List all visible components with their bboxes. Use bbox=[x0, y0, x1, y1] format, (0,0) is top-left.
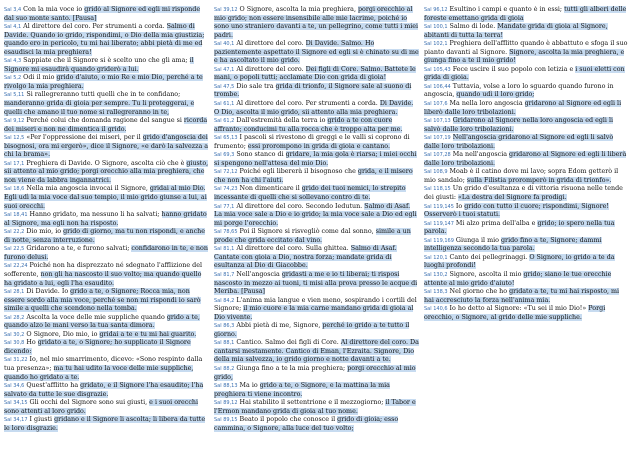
verse-entry bbox=[424, 100, 630, 117]
verse-text-highlighted: confidarono in te, e non furono delusi. bbox=[4, 245, 208, 261]
verse-entry bbox=[4, 117, 210, 134]
verse-reference-link[interactable]: Sal 4,1 bbox=[4, 24, 22, 31]
verse-entry bbox=[4, 382, 210, 399]
verse-entry bbox=[214, 168, 420, 185]
verse-reference-link[interactable]: Sal 107,13 bbox=[424, 118, 451, 125]
verse-text: L'anima mia langue e vien meno, sospirando i cortili del Signore; bbox=[214, 296, 417, 313]
verse-text-highlighted: i suoi eletti con grida di gioia. bbox=[424, 65, 625, 82]
verse-reference-link[interactable]: Sal 77,1 bbox=[214, 203, 235, 210]
verse-text-highlighted: grida, e il misero che non ha chi l'aiuti. bbox=[214, 168, 413, 184]
results-column-2 bbox=[214, 6, 420, 463]
verse-text-highlighted: gridato a te, o Signore; ho supplicato il Signore dicendo: bbox=[4, 339, 191, 355]
verse-reference-link[interactable]: Sal 88,1 bbox=[214, 340, 235, 347]
verse-reference-link[interactable]: Sal 118,15 bbox=[424, 186, 451, 193]
verse-entry bbox=[214, 416, 420, 433]
verse-text: Preghiera dell'afflitto quando è abbattuto e sfoga il suo pianto davanti al Signore. bbox=[424, 40, 628, 56]
verse-entry bbox=[424, 23, 630, 40]
verse-text: Al direttore del coro. Per strumenti a corda. bbox=[23, 23, 167, 31]
verse-entry bbox=[214, 117, 420, 134]
verse-text-highlighted: gridai a te e tu mi hai guarito. bbox=[99, 330, 197, 338]
verse-text-highlighted: Al direttore del coro. Da cantarsi mestamente. Cantico di Eman, l'Ezraita. Signore, Dio della mia salvezza, io grido giorno e notte davanti a te. bbox=[214, 339, 419, 364]
verse-reference-link[interactable]: Sal 22,5 bbox=[4, 246, 25, 253]
verse-reference-link[interactable]: Sal 34,15 bbox=[4, 400, 28, 407]
verse-text-highlighted: gridò al Signore ed egli mi risponde dal suo monte santo. [Pausa] bbox=[4, 6, 201, 22]
verse-text: Canto dei pellegrinaggi. bbox=[449, 253, 530, 261]
verse-text: Quest'afflitto ha bbox=[26, 382, 81, 390]
verse-entry bbox=[424, 254, 630, 271]
verse-reference-link[interactable]: Sal 140,6 bbox=[424, 306, 448, 313]
verse-entry bbox=[424, 40, 630, 66]
verse-text-highlighted: Porgi orecchio, o Signore, al grido delle mie suppliche. bbox=[424, 305, 606, 321]
verse-text: Nella mia angoscia invocai il Signore, bbox=[26, 185, 150, 193]
verse-text: Hanno gridato, ma nessuno li ha salvati; bbox=[29, 211, 162, 219]
verse-text-highlighted: «La destra del Signore fa prodigi. bbox=[458, 194, 567, 202]
verse-reference-link[interactable]: Sal 88,2 bbox=[214, 365, 235, 372]
verse-entry bbox=[424, 6, 630, 23]
verse-text: Beato il popolo che conosce il bbox=[239, 416, 338, 424]
verse-text: Tuttavia, volse a loro lo sguardo quando furono in angoscia, bbox=[424, 82, 614, 99]
verse-text-highlighted: grido a te, o Signore, e la mattina la mia preghiera ti viene incontro. bbox=[214, 382, 390, 398]
verse-reference-link[interactable]: Sal 119,169 bbox=[424, 237, 454, 244]
verse-entry bbox=[214, 100, 420, 117]
verse-reference-link[interactable]: Sal 120,1 bbox=[424, 254, 448, 261]
verse-text-highlighted: perché io grido a te tutto il giorno. bbox=[214, 322, 410, 338]
verse-reference-link[interactable]: Sal 28,1 bbox=[4, 289, 25, 296]
verse-text-highlighted: essi prorompono in grida di gioia e cantano. bbox=[247, 142, 391, 150]
verse-text: Non dimenticare il bbox=[239, 185, 302, 193]
verse-text: Esultino i campi e quanto è in essi; bbox=[449, 6, 565, 13]
verse-text: Al direttore del coro. bbox=[236, 40, 306, 48]
verse-entry bbox=[4, 262, 210, 288]
verse-entry bbox=[4, 6, 210, 23]
verse-text: Dall'estremità della terra io bbox=[236, 117, 328, 125]
verse-text: Io, nel mio smarrimento, dicevo: «Sono respinto dalla tua presenza»; bbox=[4, 356, 203, 372]
verse-text: Poi il Signore si risvegliò come dal sonno, bbox=[239, 228, 376, 236]
verse-reference-link[interactable]: Sal 81,1 bbox=[214, 246, 235, 253]
verse-entry bbox=[4, 57, 210, 74]
verse-reference-link[interactable]: Sal 34,6 bbox=[4, 383, 25, 390]
verse-reference-link[interactable]: Sal 5,11 bbox=[4, 92, 25, 99]
verse-entry bbox=[214, 6, 420, 40]
verse-text: Nel giorno che ho bbox=[449, 288, 510, 296]
verse-reference-link[interactable]: Sal 107,19 bbox=[424, 135, 451, 142]
verse-reference-link[interactable]: Sal 22,2 bbox=[4, 229, 25, 236]
verse-text-highlighted: gridarono al Signore ed egli li liberò dalle loro tribolazioni. bbox=[424, 100, 622, 116]
verse-reference-link[interactable]: Sal 34,17 bbox=[4, 417, 28, 424]
verse-reference-link[interactable]: Sal 81,7 bbox=[214, 271, 235, 278]
verse-entry bbox=[4, 160, 210, 186]
verse-text-highlighted: Dei figli di Core. Salmo. Battete le mani, o popoli tutti; acclamate Dio con grida di gioia! bbox=[214, 65, 416, 82]
verse-reference-link[interactable]: Sal 72,12 bbox=[214, 169, 238, 176]
verse-entry bbox=[424, 83, 630, 100]
verse-text-highlighted: gridai al mio Dio. Egli udì la mia voce dal suo tempio, il mio grido giunse a lui, ai suoi orecchi. bbox=[4, 185, 207, 210]
verse-reference-link[interactable]: Sal 96,12 bbox=[424, 7, 448, 13]
verse-text: Dio sale tra bbox=[236, 82, 276, 90]
verse-entry bbox=[4, 314, 210, 331]
verse-reference-link[interactable]: Sal 22,24 bbox=[4, 263, 28, 270]
verse-text-highlighted: grida di trionfo, il Signore sale al suono di trombe. bbox=[214, 82, 412, 99]
verse-reference-link[interactable]: Sal 130,2 bbox=[424, 271, 448, 278]
verse-text-highlighted: Di Davide. O Dio, ascolta il mio grido, sii attento alla mia preghiera. bbox=[214, 100, 414, 116]
verse-text: Al direttore del coro. Secondo Iedutun. bbox=[236, 202, 365, 210]
verse-entry bbox=[4, 356, 210, 382]
verse-reference-link[interactable]: Sal 9,12 bbox=[4, 118, 25, 125]
verse-entry bbox=[424, 168, 630, 185]
verse-entry bbox=[424, 288, 630, 305]
verse-entry bbox=[214, 134, 420, 151]
verse-text-highlighted: ma tu hai udito la voce delle mie suppliche, quando ho gridato a te. bbox=[4, 364, 194, 381]
verse-text: Sappiate che il Signore si è scelto uno che gli ama; bbox=[23, 57, 190, 65]
verse-entry bbox=[214, 399, 420, 416]
verse-text-highlighted: O Signore, io grido a te da luoghi profondi! bbox=[424, 253, 615, 270]
verse-text: Un grido d'esultanza e di vittoria risuona nelle tende dei giusti: bbox=[424, 185, 623, 202]
verse-reference-link[interactable]: Sal 100,1 bbox=[424, 24, 448, 31]
verse-entry bbox=[214, 382, 420, 399]
verse-entry bbox=[424, 305, 630, 322]
verse-text: Ma io bbox=[239, 382, 260, 390]
verse-reference-link[interactable]: Sal 4,3 bbox=[4, 58, 22, 65]
verse-reference-link[interactable]: Sal 5,2 bbox=[4, 75, 22, 82]
verse-reference-link[interactable]: Sal 3,4 bbox=[4, 7, 22, 13]
verse-text-highlighted: Gridarono al Signore nella loro angoscia ed egli li salvò dalle loro tribolazioni. bbox=[424, 117, 614, 133]
verse-text: Al direttore del coro. Sulla ghittea. bbox=[236, 245, 351, 253]
verse-reference-link[interactable]: Sal 84,2 bbox=[214, 297, 235, 304]
verse-text: Sono stanco di bbox=[236, 151, 286, 159]
verse-entry bbox=[214, 297, 420, 323]
verse-text: Con la mia voce io bbox=[23, 6, 85, 13]
verse-text-highlighted: hanno gridato al Signore, ma egli non ha risposto. bbox=[4, 211, 207, 227]
verse-text-highlighted: grido d'aiuto, o mio Re e mio Dio, perché a te rivolgo la mia preghiera. bbox=[4, 74, 203, 90]
verse-text: Abbi pietà di me, Signore, bbox=[236, 322, 323, 330]
verse-entry bbox=[4, 245, 210, 262]
verse-text: Preghiera di Davide. O Signore, ascolta ciò che è bbox=[26, 159, 187, 167]
verse-entry bbox=[214, 365, 420, 382]
verse-text: Al direttore del coro. Per strumenti a corda. bbox=[236, 100, 380, 108]
verse-entry bbox=[4, 339, 210, 356]
verse-reference-link[interactable]: Sal 119,145 bbox=[424, 203, 454, 210]
verse-reference-link[interactable]: Sal 74,23 bbox=[214, 186, 238, 193]
verse-text: Ascolta la voce delle mie suppliche quando bbox=[26, 313, 167, 321]
verse-text-highlighted: grido; io spero nella tua parola. bbox=[424, 219, 615, 236]
verse-entry bbox=[4, 91, 210, 117]
verse-entry bbox=[214, 228, 420, 245]
verse-entry bbox=[4, 74, 210, 91]
verse-text-highlighted: gridato, e il Signore l'ha esaudito; l'ha salvato da tutte le sue disgrazie. bbox=[4, 382, 204, 398]
verse-text: Nell'angoscia bbox=[236, 270, 282, 278]
verse-text: Giunga il mio bbox=[455, 236, 501, 244]
verse-text-highlighted: simile a un prode che grida eccitato dal vino. bbox=[214, 228, 411, 244]
verse-entry bbox=[214, 271, 420, 297]
verse-reference-link[interactable]: Sal 31,22 bbox=[4, 357, 28, 364]
verse-reference-link[interactable]: Sal 119,147 bbox=[424, 220, 454, 227]
verse-reference-link[interactable]: Sal 107,6 bbox=[424, 101, 448, 108]
results-column-1 bbox=[4, 6, 210, 463]
verse-text: Signore, ascolta il mio bbox=[449, 270, 524, 278]
verse-text-highlighted: non gli ha nascosto il suo volto; ma quando quello ha gridato a lui, egli l'ha esaudito. bbox=[4, 270, 202, 287]
verse-text-highlighted: giusto, sii attento al mio grido; porgi orecchio alla mia preghiera, che non viene da labbra ingannatrici. bbox=[4, 159, 209, 184]
verse-text-highlighted: sulla Filistia proromperò in grida di trionfo». bbox=[466, 176, 612, 184]
verse-text: Hai stabilito il settentrione e il mezzogiorno; bbox=[239, 399, 386, 407]
verse-entry bbox=[424, 271, 630, 288]
verse-text-highlighted: grido d'angoscia dei bisognosi, ora mi ergerò», dice il Signore, «e darò la salvezza a chi la brama». bbox=[4, 134, 209, 159]
verse-entry bbox=[424, 134, 630, 151]
verse-text-highlighted: manderanno grida di gioia per sempre. Tu li proteggerai, e quelli che amano il tuo nome si rallegreranno in te, bbox=[4, 100, 195, 116]
verse-text: Si rallegreranno tutti quelli che in te confidano; bbox=[26, 91, 181, 99]
verse-text: Fece uscire il suo popolo con letizia e bbox=[452, 65, 576, 73]
verse-reference-link[interactable]: Sal 47,5 bbox=[214, 83, 235, 90]
verse-entry bbox=[424, 237, 630, 254]
verse-entry bbox=[4, 416, 210, 433]
verse-text-highlighted: il mio cuore e la mia carne mandano grida di gioia al Dio vivente. bbox=[214, 305, 414, 321]
verse-entry bbox=[214, 322, 420, 339]
verse-entry bbox=[424, 151, 630, 168]
verse-text: O Signore, Dio mio, io bbox=[26, 330, 100, 338]
verse-reference-link[interactable]: Sal 89,12 bbox=[214, 400, 238, 407]
verse-text: Al direttore del coro. bbox=[236, 65, 306, 73]
verse-reference-link[interactable]: Sal 88,13 bbox=[214, 383, 238, 390]
verse-reference-link[interactable]: Sal 69,3 bbox=[214, 152, 235, 159]
verse-text-highlighted: grido a te, quando alzo le mani verso la tua santa dimora. bbox=[4, 313, 200, 330]
verse-text: Mi alzo prima dell'alba e bbox=[455, 219, 538, 227]
verse-reference-link[interactable]: Sal 12,5 bbox=[4, 135, 25, 142]
verse-text: Gridarono a te, e furono salvati; bbox=[26, 245, 132, 253]
verse-reference-link[interactable]: Sal 138,3 bbox=[424, 289, 448, 296]
verse-reference-link[interactable]: Sal 86,3 bbox=[214, 323, 235, 330]
verse-entry bbox=[424, 220, 630, 237]
verse-text: I giusti bbox=[29, 416, 55, 424]
verse-entry bbox=[214, 339, 420, 365]
verse-reference-link[interactable]: Sal 30,2 bbox=[4, 331, 25, 338]
verse-text-highlighted: grido; siano le tue orecchie attente al mio grido d'aiuto! bbox=[424, 270, 612, 287]
verse-text-highlighted: tutti gli alberi delle foreste emettano grida di gioia bbox=[424, 6, 627, 22]
verse-text: Odi il mio bbox=[23, 74, 57, 82]
verse-text: Ma nell'angoscia bbox=[452, 151, 510, 159]
verse-text: Io ho detto al Signore: «Tu sei il mio Dio!» bbox=[449, 305, 589, 313]
verse-entry bbox=[214, 203, 420, 229]
verse-text: Poiché non ha disprezzato né sdegnato l'afflizione del sofferente, bbox=[4, 262, 202, 278]
verse-reference-link[interactable]: Sal 61,2 bbox=[214, 118, 235, 125]
verse-text-highlighted: porgi orecchio al mio grido; non essere insensibile alle mie lacrime, poiché io sono uno straniero davanti a te, un pellegrino, come tutti i miei padri. bbox=[214, 6, 419, 39]
verse-entry bbox=[4, 228, 210, 245]
verse-reference-link[interactable]: Sal 18,6 bbox=[4, 186, 25, 193]
verse-entry bbox=[214, 185, 420, 202]
verse-text-highlighted: gridarono al Signore ed egli li liberà dalle loro tribolazioni. bbox=[424, 151, 627, 167]
verse-reference-link[interactable]: Sal 106,44 bbox=[424, 83, 451, 90]
verse-reference-link[interactable]: Sal 40,1 bbox=[214, 41, 235, 48]
verse-text-highlighted: grido di gioia; esso cammina, o Signore, alla luce del tuo volto; bbox=[214, 416, 399, 432]
verse-reference-link[interactable]: Sal 17,1 bbox=[4, 160, 25, 167]
verse-reference-link[interactable]: Sal 39,12 bbox=[214, 7, 238, 13]
verse-reference-link[interactable]: Sal 89,15 bbox=[214, 417, 238, 424]
verse-text-highlighted: Mandate grida di gioia al Signore, abitanti di tutta la terra! bbox=[424, 23, 608, 39]
verse-entry bbox=[424, 117, 630, 134]
verse-text-highlighted: Salmo di Asaf. Cantate con gioia a Dio, nostra forza; mandate grida di esultanza al Dio di Giacobbe. bbox=[214, 245, 397, 270]
verse-reference-link[interactable]: Sal 61,1 bbox=[214, 101, 235, 108]
verse-text-highlighted: grido a te, o Signore; Rocca mia, non essere sordo alla mia voce, perché se non mi rispondi io sarò simile a quelli che scendono nella tomba. bbox=[4, 288, 201, 313]
verse-text-highlighted: Di Davide. Salmo. Ho pazientemente aspettato il Signore ed egli si è chinato su di me e ha ascoltato il mio grido. bbox=[214, 40, 419, 65]
verse-text-highlighted: Signore, ascolta la mia preghiera, e giunga fino a te il mio grido! bbox=[424, 48, 625, 65]
verse-entry bbox=[4, 23, 210, 57]
verse-text-highlighted: grido fino a te, Signore; dammi intelligenza secondo la tua parola. bbox=[424, 236, 602, 253]
verse-reference-link[interactable]: Sal 108,9 bbox=[424, 169, 448, 176]
verse-text-highlighted: Salmo di Davide. Quando io grido, rispondimi, o Dio della mia giustizia; quando ero in pericolo, tu mi hai liberato; abbi pietà di me ed esaudisci la mia preghiera! bbox=[4, 23, 205, 56]
verse-entry bbox=[4, 211, 210, 228]
verse-text-highlighted: ricorda dei miseri e non ne dimentica il grido. bbox=[4, 117, 208, 133]
verse-text: Poiché egli libererà il bisognoso che bbox=[239, 168, 358, 176]
verse-text-highlighted: il Signore mi esaudirà quando griderò a lui. bbox=[4, 57, 194, 73]
verse-text-highlighted: grido di giorno, ma tu non rispondi, e anche di notte, senza interruzione. bbox=[4, 228, 205, 244]
verse-reference-link[interactable]: Sal 65,13 bbox=[214, 135, 238, 142]
verse-text-highlighted: gridato a te, tu mi hai risposto, mi hai accresciuto la forza nell'anima mia. bbox=[424, 288, 620, 304]
verse-text-highlighted: grido a te con cuore affranto; conducimi tu alla rocca che è troppo alta per me. bbox=[214, 117, 403, 133]
verse-text: Salmo di lode. bbox=[449, 23, 498, 31]
verse-entry bbox=[214, 83, 420, 100]
verse-text: Ho bbox=[26, 339, 38, 347]
verse-reference-link[interactable]: Sal 47,1 bbox=[214, 66, 235, 73]
verse-reference-link[interactable]: Sal 18,41 bbox=[4, 212, 28, 219]
verse-reference-link[interactable]: Sal 78,65 bbox=[214, 229, 238, 236]
verse-text: «Per l'oppressione dei miseri, per il bbox=[26, 134, 143, 142]
verse-entry bbox=[214, 40, 420, 66]
verse-text: Giunga fino a te la mia preghiera; bbox=[236, 364, 348, 372]
verse-reference-link[interactable]: Sal 105,43 bbox=[424, 66, 451, 73]
verse-entry bbox=[424, 185, 630, 202]
verse-reference-link[interactable]: Sal 30,8 bbox=[4, 340, 25, 347]
verse-text-highlighted: gridare, la mia gola è riarsa; i miei occhi si spengono nell'attesa del mio Dio. bbox=[214, 151, 417, 167]
verse-text: O Signore, ascolta la mia preghiera, bbox=[239, 6, 358, 13]
verse-text-highlighted: grido dei tuoi nemici, lo strepito incessante di quelli che si sollevano contro di te. bbox=[214, 185, 406, 202]
results-column-3 bbox=[424, 6, 630, 463]
verse-entry bbox=[4, 134, 210, 160]
verse-reference-link[interactable]: Sal 28,2 bbox=[4, 314, 25, 321]
verse-reference-link[interactable]: Sal 102,1 bbox=[424, 41, 448, 48]
verse-reference-link[interactable]: Sal 107,28 bbox=[424, 152, 451, 159]
verse-entry bbox=[4, 399, 210, 416]
verse-entry bbox=[424, 66, 630, 83]
verse-text-highlighted: gridasti a me e io ti liberai; ti risposi nascosto in mezzo ai tuoni, ti misi alla prova presso le acque di Meriba. [Pausa] bbox=[214, 270, 418, 296]
verse-text: Dio mio, io bbox=[26, 228, 64, 236]
verse-text-highlighted: e i suoi orecchi sono attenti al loro grido. bbox=[4, 399, 199, 415]
verse-text: I pascoli si rivestono di greggi e le valli si coprono di frumento; bbox=[214, 134, 410, 150]
verse-text: Ma nella loro angoscia bbox=[449, 100, 525, 108]
verse-text-highlighted: il Tabor e l'Ermon mandano grida di gioia al tuo nome. bbox=[214, 399, 416, 415]
verse-entry bbox=[424, 203, 630, 220]
verse-text-highlighted: quando udì il loro grido; bbox=[456, 91, 535, 99]
verse-text: Gli occhi del Signore sono sui giusti, bbox=[29, 399, 150, 407]
verse-text-highlighted: Salmo di Asaf. La mia voce sale a Dio e io grido; la mia voce sale a Dio ed egli mi porge l'orecchio. bbox=[214, 202, 417, 227]
verse-text-highlighted: grido con tutto il cuore; rispondimi, Signore! Osserverò i tuoi statuti. bbox=[424, 202, 609, 219]
verse-text-highlighted: gridano e il Signore li ascolta; li libera da tutte le loro disgrazie. bbox=[4, 416, 206, 432]
verse-text: Io bbox=[455, 202, 465, 210]
verse-entry bbox=[214, 245, 420, 271]
verse-entry bbox=[214, 66, 420, 83]
verse-text: Perché colui che domanda ragione del sangue si bbox=[26, 117, 184, 125]
verse-entry bbox=[214, 151, 420, 168]
verse-text: Cantico. Salmo dei figli di Core. bbox=[236, 339, 341, 347]
verse-text: Moab è il catino dove mi lavo; sopra Edom getterò il mio sandalo; bbox=[424, 168, 619, 184]
verse-entry bbox=[4, 288, 210, 314]
verse-text: Di Davide. Io bbox=[26, 288, 71, 296]
verse-entry bbox=[4, 185, 210, 211]
verse-text-highlighted: porgi orecchio al mio grido, bbox=[214, 364, 416, 381]
verse-text-highlighted: Nell'angoscia gridarono al Signore ed egli li salvò dalle loro tribolazioni. bbox=[424, 134, 614, 150]
